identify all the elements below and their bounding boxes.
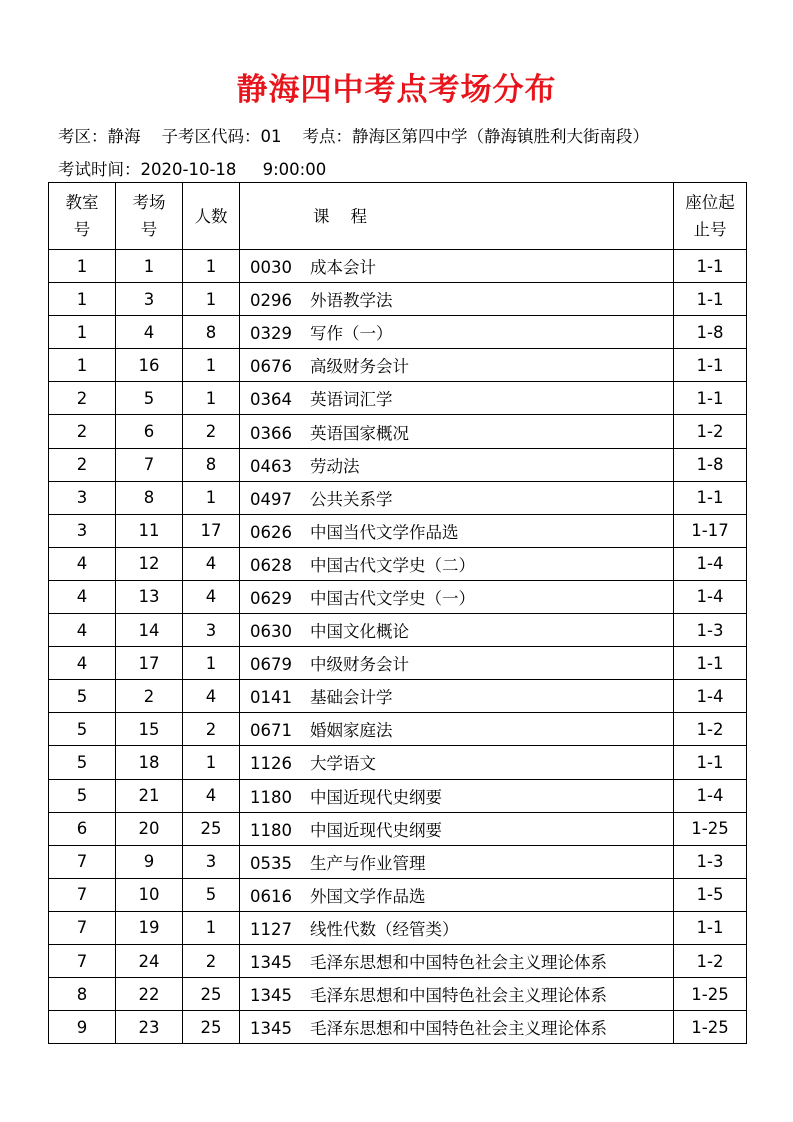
count-cell: 25	[183, 1011, 240, 1044]
course-cell	[240, 911, 674, 944]
table-row	[49, 448, 747, 481]
course-name: 毛泽东思想和中国特色社会主义理论体系	[310, 986, 607, 1006]
header-count: 人数	[183, 183, 240, 250]
course-name: 高级财务会计	[310, 357, 409, 377]
count-cell: 1	[183, 647, 240, 680]
count-cell: 5	[183, 878, 240, 911]
course-code: 0296	[250, 291, 292, 311]
course-cell	[240, 283, 674, 316]
seats-cell: 1-1	[674, 746, 747, 779]
table-row	[49, 1011, 747, 1044]
count-cell: 4	[183, 580, 240, 613]
course-name: 中国近现代史纲要	[310, 820, 442, 840]
room-cell: 2	[49, 415, 116, 448]
course-cell	[240, 746, 674, 779]
course-code: 1345	[250, 986, 292, 1006]
hall-cell: 14	[116, 614, 183, 647]
seats-cell: 1-4	[674, 680, 747, 713]
course-code: 1126	[250, 754, 292, 774]
hall-cell: 9	[116, 845, 183, 878]
count-cell: 1	[183, 382, 240, 415]
course-code: 0463	[250, 456, 292, 476]
course-code: 1180	[250, 787, 292, 807]
count-cell: 1	[183, 349, 240, 382]
course-name: 毛泽东思想和中国特色社会主义理论体系	[310, 953, 607, 973]
room-cell: 4	[49, 647, 116, 680]
course-code: 1345	[250, 1019, 292, 1039]
course-cell	[240, 250, 674, 283]
room-cell: 5	[49, 713, 116, 746]
table-row	[49, 614, 747, 647]
count-cell: 2	[183, 415, 240, 448]
course-name: 中国古代文学史（二）	[310, 555, 475, 575]
seats-cell: 1-1	[674, 647, 747, 680]
count-cell: 2	[183, 713, 240, 746]
table-row	[49, 978, 747, 1011]
course-name: 基础会计学	[310, 688, 393, 708]
table-row	[49, 250, 747, 283]
table-row	[49, 349, 747, 382]
room-cell: 4	[49, 547, 116, 580]
course-cell	[240, 680, 674, 713]
header-hall-line1: 考场	[132, 193, 166, 212]
room-cell: 6	[49, 812, 116, 845]
course-name: 中国古代文学史（一）	[310, 588, 475, 608]
course-name: 成本会计	[310, 258, 376, 278]
header-seats-line1: 座位起	[685, 193, 735, 212]
table-row	[49, 316, 747, 349]
table-header-row	[49, 183, 747, 250]
room-cell: 1	[49, 283, 116, 316]
course-cell	[240, 614, 674, 647]
count-cell: 4	[183, 779, 240, 812]
hall-cell: 10	[116, 878, 183, 911]
course-cell	[240, 944, 674, 977]
seats-cell: 1-4	[674, 547, 747, 580]
count-cell: 25	[183, 812, 240, 845]
course-code: 0366	[250, 423, 292, 443]
hall-cell: 13	[116, 580, 183, 613]
course-cell	[240, 316, 674, 349]
course-name: 公共关系学	[310, 489, 393, 509]
course-cell	[240, 415, 674, 448]
room-cell: 1	[49, 316, 116, 349]
seats-cell: 1-2	[674, 415, 747, 448]
course-cell	[240, 647, 674, 680]
course-code: 0671	[250, 721, 292, 741]
course-cell	[240, 978, 674, 1011]
table-row	[49, 911, 747, 944]
course-code: 1345	[250, 953, 292, 973]
seats-cell: 1-1	[674, 283, 747, 316]
count-cell: 4	[183, 547, 240, 580]
table-row	[49, 514, 747, 547]
count-cell: 17	[183, 514, 240, 547]
hall-cell: 1	[116, 250, 183, 283]
course-name: 外语教学法	[310, 291, 393, 311]
hall-cell: 21	[116, 779, 183, 812]
course-code: 0535	[250, 853, 292, 873]
room-cell: 2	[49, 448, 116, 481]
room-cell: 7	[49, 911, 116, 944]
seats-cell: 1-8	[674, 316, 747, 349]
seats-cell: 1-1	[674, 911, 747, 944]
hall-cell: 7	[116, 448, 183, 481]
table-row	[49, 779, 747, 812]
room-cell: 2	[49, 382, 116, 415]
table-row	[49, 283, 747, 316]
course-cell	[240, 448, 674, 481]
table-row	[49, 746, 747, 779]
course-name: 生产与作业管理	[310, 853, 426, 873]
seats-cell: 1-3	[674, 845, 747, 878]
table-row	[49, 878, 747, 911]
seats-cell: 1-2	[674, 944, 747, 977]
course-code: 0629	[250, 588, 292, 608]
course-code: 0497	[250, 489, 292, 509]
course-code: 0329	[250, 324, 292, 344]
table-row	[49, 647, 747, 680]
header-seats	[674, 183, 747, 250]
course-name: 中国近现代史纲要	[310, 787, 442, 807]
course-cell	[240, 878, 674, 911]
hall-cell: 17	[116, 647, 183, 680]
count-cell: 1	[183, 911, 240, 944]
hall-cell: 4	[116, 316, 183, 349]
course-name: 中国文化概论	[310, 622, 409, 642]
hall-cell: 19	[116, 911, 183, 944]
header-hall-line2: 号	[140, 220, 158, 239]
hall-cell: 18	[116, 746, 183, 779]
course-code: 0616	[250, 886, 292, 906]
seats-cell: 1-25	[674, 812, 747, 845]
room-cell: 8	[49, 978, 116, 1011]
seats-cell: 1-4	[674, 779, 747, 812]
table-row	[49, 481, 747, 514]
course-cell	[240, 812, 674, 845]
course-cell	[240, 547, 674, 580]
count-cell: 2	[183, 944, 240, 977]
hall-cell: 2	[116, 680, 183, 713]
room-cell: 7	[49, 878, 116, 911]
room-cell: 5	[49, 746, 116, 779]
hall-cell: 15	[116, 713, 183, 746]
count-cell: 1	[183, 746, 240, 779]
course-code: 0364	[250, 390, 292, 410]
course-code: 0030	[250, 258, 292, 278]
room-cell: 4	[49, 580, 116, 613]
course-name: 写作（一）	[310, 324, 393, 344]
hall-cell: 6	[116, 415, 183, 448]
page-title: 静海四中考点考场分布	[236, 72, 557, 108]
table-row	[49, 812, 747, 845]
table-row	[49, 944, 747, 977]
table-row	[49, 382, 747, 415]
seats-cell: 1-1	[674, 481, 747, 514]
course-name: 大学语文	[310, 754, 376, 774]
course-cell	[240, 845, 674, 878]
course-name: 中级财务会计	[310, 655, 409, 675]
table-row	[49, 680, 747, 713]
seats-cell: 1-1	[674, 382, 747, 415]
course-name: 英语国家概况	[310, 423, 409, 443]
course-code: 0679	[250, 655, 292, 675]
room-cell: 3	[49, 481, 116, 514]
course-cell	[240, 713, 674, 746]
room-cell: 7	[49, 845, 116, 878]
seats-cell: 1-25	[674, 978, 747, 1011]
table-body	[49, 250, 747, 1044]
course-cell	[240, 481, 674, 514]
hall-cell: 22	[116, 978, 183, 1011]
count-cell: 4	[183, 680, 240, 713]
hall-cell: 3	[116, 283, 183, 316]
table-row	[49, 845, 747, 878]
room-cell: 5	[49, 680, 116, 713]
seats-cell: 1-3	[674, 614, 747, 647]
count-cell: 25	[183, 978, 240, 1011]
course-cell	[240, 382, 674, 415]
course-code: 0626	[250, 522, 292, 542]
seats-cell: 1-25	[674, 1011, 747, 1044]
room-cell: 7	[49, 944, 116, 977]
hall-cell: 20	[116, 812, 183, 845]
room-cell: 3	[49, 514, 116, 547]
course-cell	[240, 514, 674, 547]
course-name: 劳动法	[310, 456, 360, 476]
course-code: 0628	[250, 555, 292, 575]
course-code: 0676	[250, 357, 292, 377]
table-row	[49, 547, 747, 580]
course-cell	[240, 779, 674, 812]
hall-cell: 16	[116, 349, 183, 382]
hall-cell: 8	[116, 481, 183, 514]
seats-cell: 1-17	[674, 514, 747, 547]
count-cell: 1	[183, 283, 240, 316]
room-cell: 4	[49, 614, 116, 647]
seats-cell: 1-1	[674, 349, 747, 382]
table-row	[49, 713, 747, 746]
count-cell: 1	[183, 481, 240, 514]
course-cell	[240, 349, 674, 382]
course-code: 1127	[250, 919, 292, 939]
table-row	[49, 415, 747, 448]
course-name: 毛泽东思想和中国特色社会主义理论体系	[310, 1019, 607, 1039]
exam-room-table	[48, 182, 747, 1044]
header-room-line2: 号	[73, 220, 91, 239]
header-room	[49, 183, 116, 250]
header-course: 课 程	[240, 183, 674, 250]
seats-cell: 1-8	[674, 448, 747, 481]
hall-cell: 12	[116, 547, 183, 580]
count-cell: 1	[183, 250, 240, 283]
course-code: 0630	[250, 622, 292, 642]
course-name: 中国当代文学作品选	[310, 522, 459, 542]
course-code: 1180	[250, 820, 292, 840]
hall-cell: 23	[116, 1011, 183, 1044]
table-row	[49, 580, 747, 613]
course-cell	[240, 1011, 674, 1044]
room-cell: 5	[49, 779, 116, 812]
seats-cell: 1-1	[674, 250, 747, 283]
count-cell: 3	[183, 845, 240, 878]
seats-cell: 1-5	[674, 878, 747, 911]
room-cell: 1	[49, 250, 116, 283]
exam-time-info: 考试时间：2020-10-18 9:00:00	[58, 160, 327, 179]
course-name: 外国文学作品选	[310, 886, 426, 906]
count-cell: 3	[183, 614, 240, 647]
seats-cell: 1-2	[674, 713, 747, 746]
hall-cell: 11	[116, 514, 183, 547]
room-cell: 9	[49, 1011, 116, 1044]
course-code: 0141	[250, 688, 292, 708]
count-cell: 8	[183, 316, 240, 349]
hall-cell: 5	[116, 382, 183, 415]
seats-cell: 1-4	[674, 580, 747, 613]
exam-site-info: 考区：静海 子考区代码：01 考点：静海区第四中学（静海镇胜利大街南段）	[58, 127, 649, 146]
course-name: 线性代数（经管类）	[310, 919, 459, 939]
count-cell: 8	[183, 448, 240, 481]
header-room-line1: 教室	[65, 193, 99, 212]
hall-cell: 24	[116, 944, 183, 977]
course-name: 婚姻家庭法	[310, 721, 393, 741]
course-name: 英语词汇学	[310, 390, 393, 410]
header-hall	[116, 183, 183, 250]
course-cell	[240, 580, 674, 613]
room-cell: 1	[49, 349, 116, 382]
header-seats-line2: 止号	[693, 220, 727, 239]
